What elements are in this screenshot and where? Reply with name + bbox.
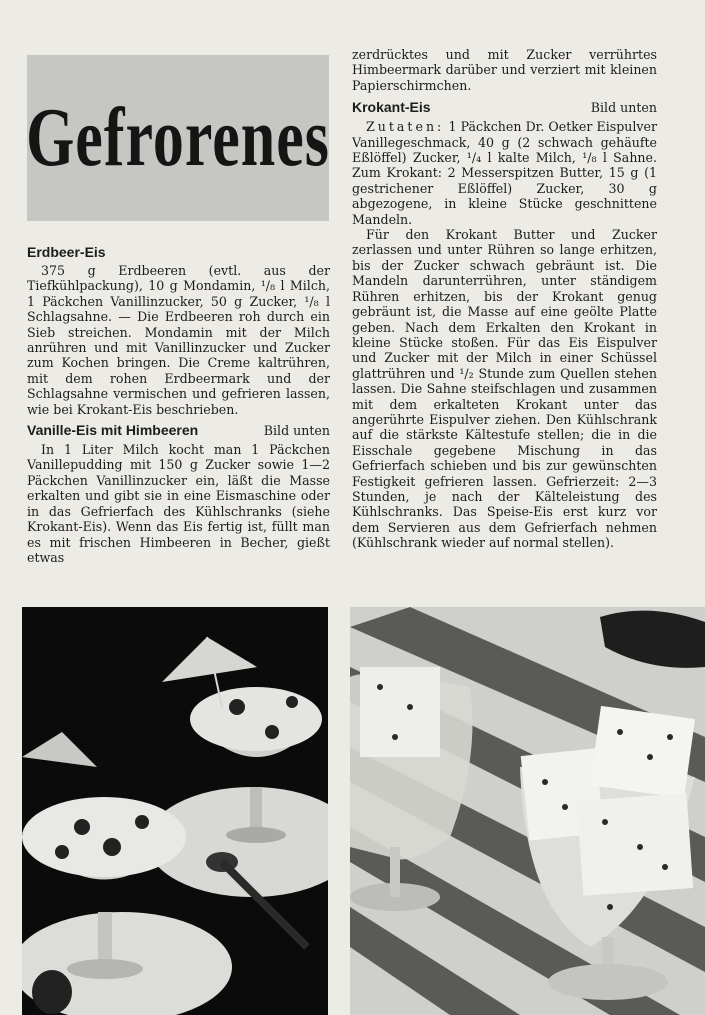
vanille-text: In 1 Liter Milch kocht man 1 Päckchen Vanillepudding mit 150 g Zucker sowie 1—2 Päckchen Vanillinzucker ein, läßt die Masse erkalten und gibt sie in eine Eismaschine oder in das Gefrierfach des Kühlschranks (siehe Krokant-Eis). Wenn das Eis fertig ist, füllt man es mit frischen Himbeeren in Becher, gießt etwas bbox=[27, 442, 330, 565]
krokant-text: Für den Krokant Butter und Zucker zerlassen und unter Rühren so lange erhitzen, bis der Zucker schwach gebräunt ist. Die Mandeln darunterrühren, unter ständigem Rühren erhitzen, bis der Krokant genug gebräunt ist, die Masse auf eine geölte Platte geben. Nach dem Erkalten den Krokant in kleine Stücke stoßen. Für das Eis Eispulver und Zucker mit der Milch in einer Schüssel glattrühren und ¹/₂ Stunde zum Quellen stehen lassen. Die Sahne steifschlagen und zusammen mit dem erkalteten Krokant unter das angerührte Eispulver ziehen. Den Kühlschrank auf die stärkste Kältestufe stellen; die in die Eisschale gegebene Mischung in das Gefrierfach schieben und bis zur gewünschten Festigkeit gefrieren lassen. Gefrierzeit: 2—3 Stunden, je nach der Kälteleistung des Kühlschranks. Das Speise-Eis erst kurz vor dem Servieren aus dem Gefrierfach nehmen (Kühlschrank wieder auf normal stellen). bbox=[352, 227, 657, 551]
sundae-photo bbox=[22, 607, 328, 1015]
title-banner bbox=[27, 55, 329, 221]
right-column bbox=[352, 47, 657, 551]
vanille-title: Vanille-Eis mit Himbeeren bbox=[27, 422, 199, 439]
krokant-bild-ref: Bild unten bbox=[590, 100, 657, 116]
page-title: Gefrorenes bbox=[26, 91, 330, 184]
vanille-heading bbox=[27, 421, 330, 440]
vanille-continuation: zerdrücktes und mit Zucker verrührtes Himbeermark darüber und verziert mit kleinen Papierschirmchen. bbox=[352, 47, 657, 93]
zutaten-label: Zutaten: bbox=[366, 119, 445, 135]
vanille-bild-ref: Bild unten bbox=[263, 423, 330, 439]
krokant-title: Krokant-Eis bbox=[352, 99, 431, 116]
krokant-ice-photo-icon bbox=[350, 607, 705, 1015]
left-column bbox=[27, 243, 330, 565]
krokant-zutaten bbox=[352, 119, 657, 227]
erdbeer-heading bbox=[27, 243, 330, 261]
zutaten-text: 1 Päckchen Dr. Oetker Eispulver Vanillegeschmack, 40 g (2 schwach gehäufte Eßlöffel) Zucker, ¹/₄ l kalte Milch, ¹/₈ l Sahne. Zum Krokant: 2 Messerspitzen Butter, 15 g (1 gestrichener Eßlöffel) Zucker, 30 g abgezogene, in kleine Stücke geschnittene Mandeln. bbox=[352, 119, 657, 227]
krokant-photo bbox=[350, 607, 705, 1015]
krokant-heading bbox=[352, 98, 657, 117]
ice-cream-sundae-photo-icon bbox=[22, 607, 328, 1015]
erdbeer-title: Erdbeer-Eis bbox=[27, 244, 106, 260]
erdbeer-text: 375 g Erdbeeren (evtl. aus der Tiefkühlpackung), 10 g Mondamin, ¹/₈ l Milch, 1 Päckchen Vanillinzucker, 50 g Zucker, ¹/₈ l Schlagsahne. — Die Erdbeeren roh durch ein Sieb streichen. Mondamin mit der Milch anrühren und mit Vanillinzucker und Zucker zum Kochen bringen. Die Creme kaltrühren, mit dem rohen Erdbeermark und der Schlagsahne vermischen und gefrieren lassen, wie bei Krokant-Eis beschrieben. bbox=[27, 263, 330, 417]
